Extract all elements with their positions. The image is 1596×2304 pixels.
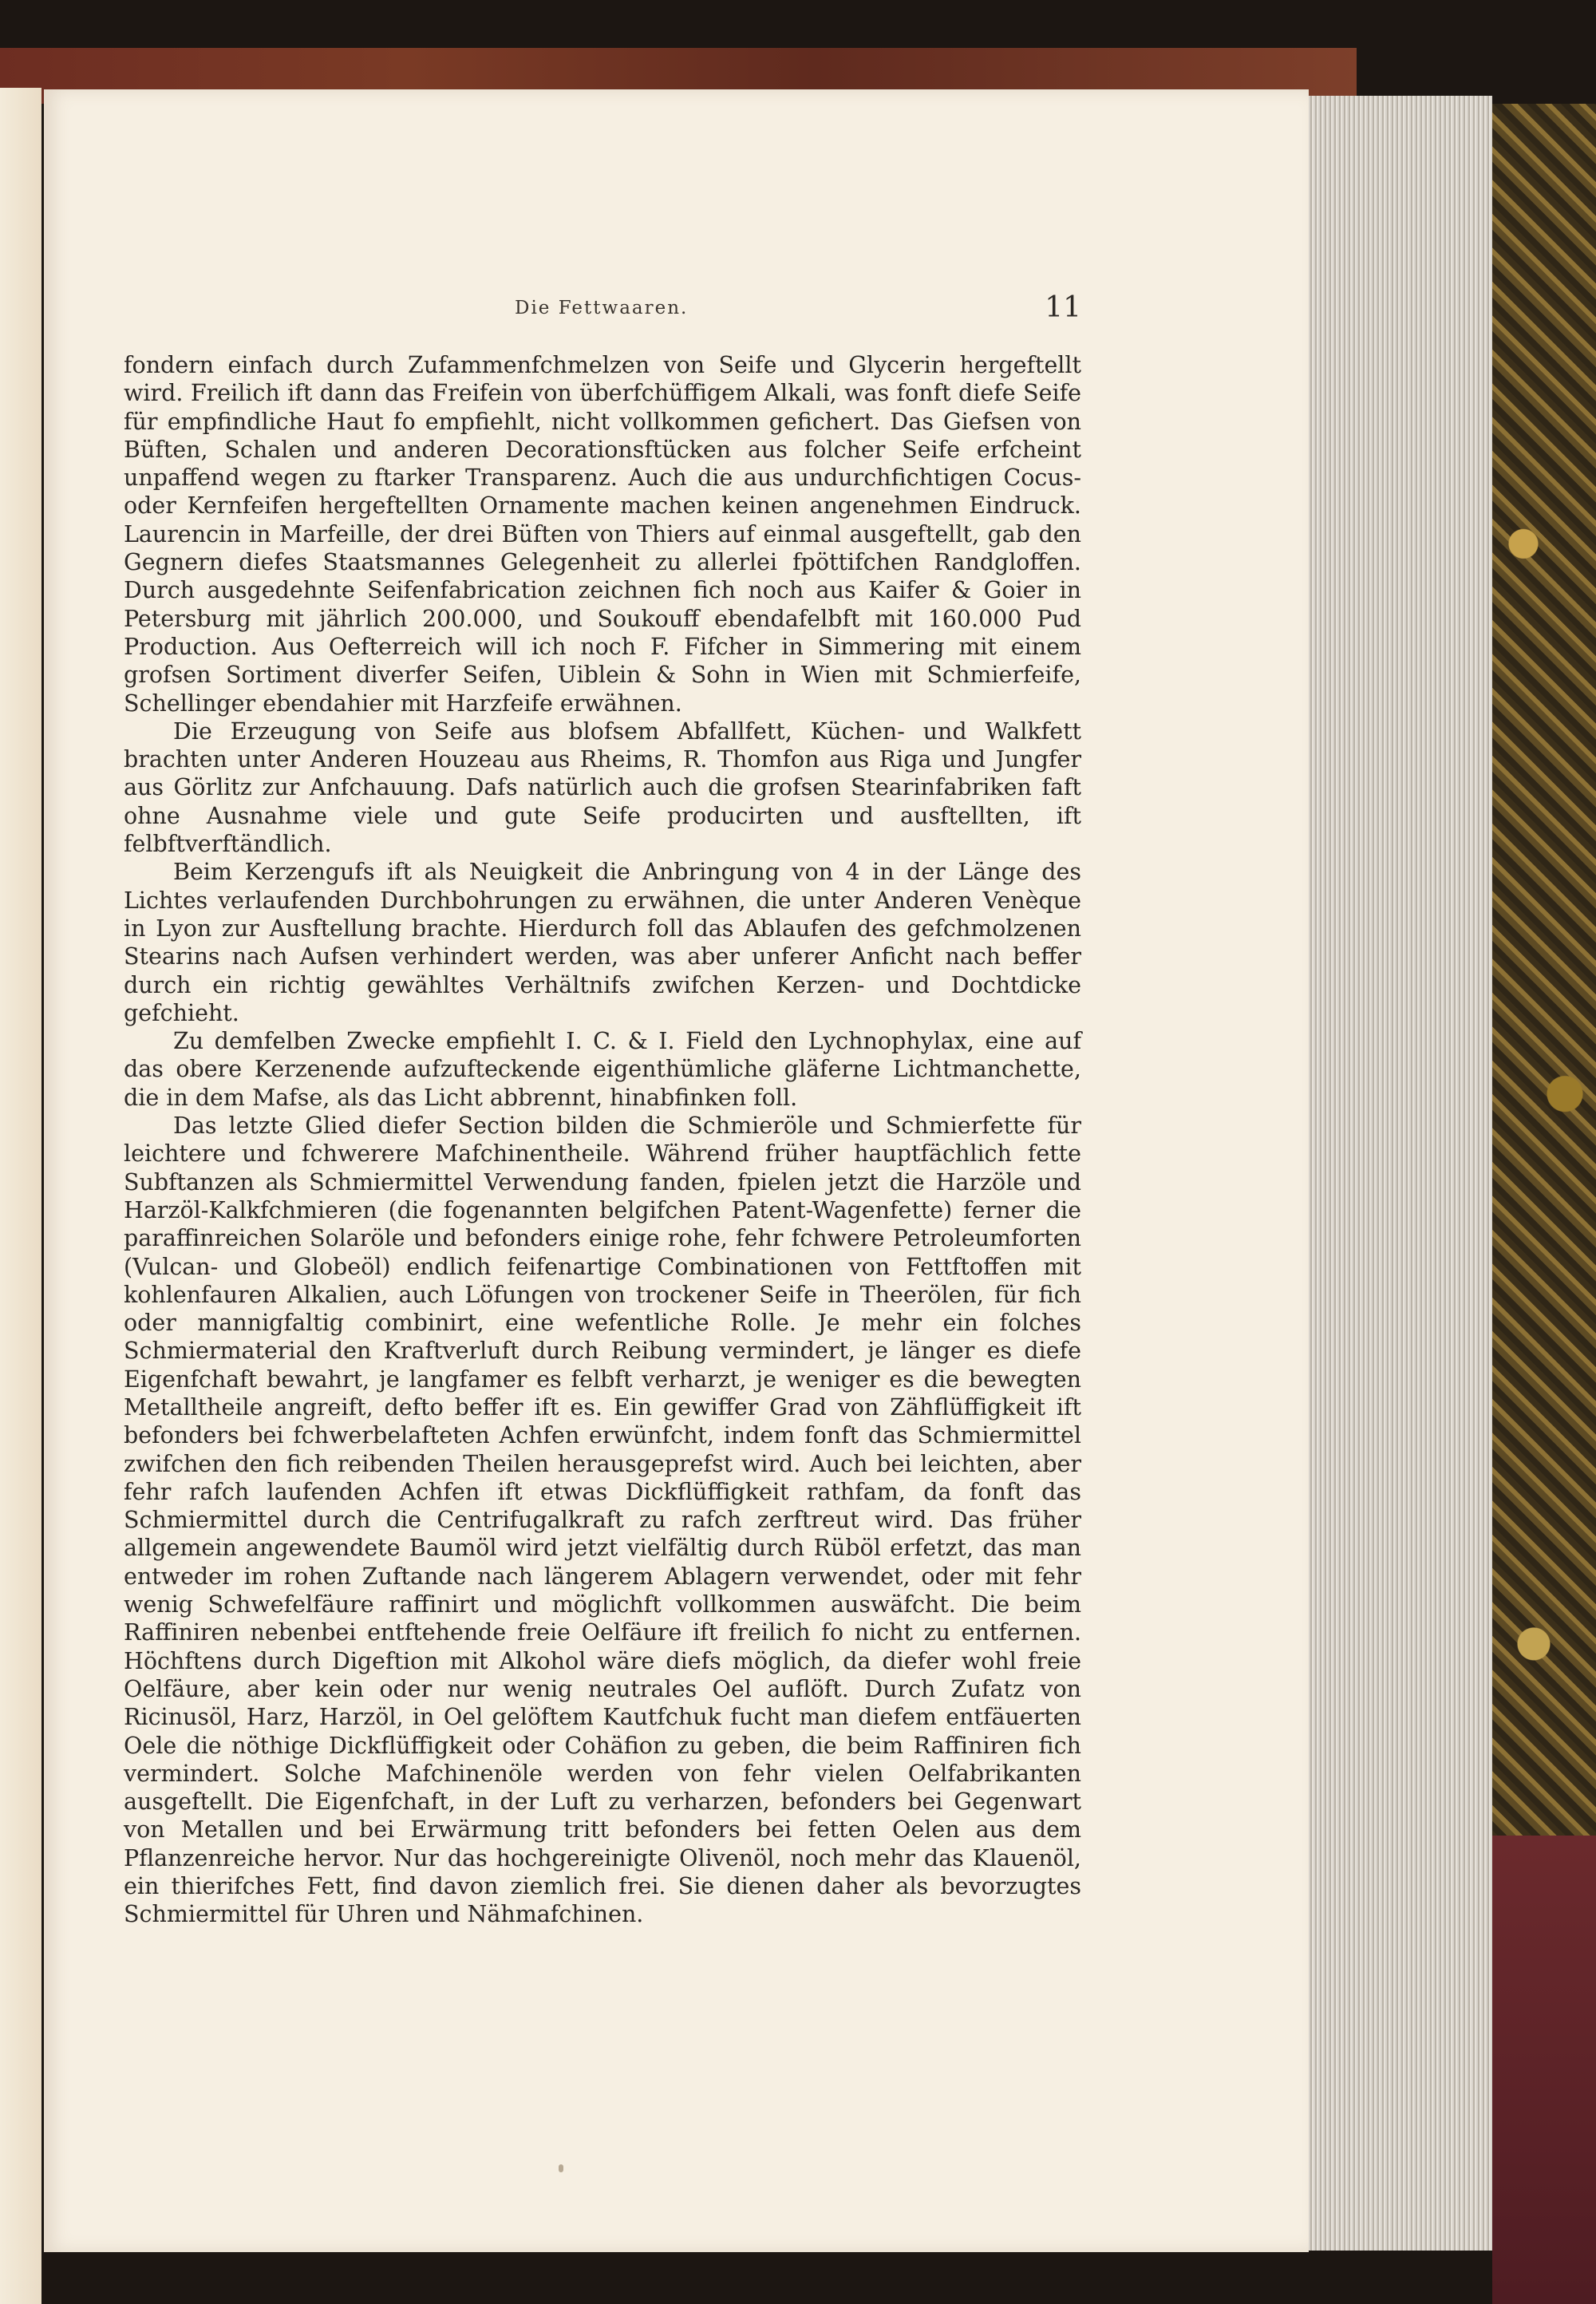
paragraph: Zu demfelben Zwecke empfiehlt I. C. & I. Field den Lychnophylax, eine auf das obere Kerzenende aufzufteckende eigenthümliche gläferne Lichtmanchette, die in dem Mafse, als das Licht abbrennt, hinabfinken foll. [124,1028,1081,1111]
paragraph: Die Erzeugung von Seife aus blofsem Abfallfett, Küchen- und Walkfett brachten unter Anderen Houzeau aus Rheims, R. Thomfon aus Riga und Jungfer aus Görlitz zur Anfchauung. Dafs natürlich auch die grofsen Stearinfabriken faft ohne Ausnahme viele und gute Seife producirten und ausftellten, ift felbftverftändlich. [124,717,1081,858]
paragraph: Das letzte Glied diefer Section bilden die Schmieröle und Schmierfette für leichtere und fchwerere Mafchinentheile. Während früher hauptfächlich fette Subftanzen als Schmiermittel Verwendung fanden, fpielen jetzt die Harzöle und Harzöl-Kalkfchmieren (die fogenannten belgifchen Patent-Wagenfette) ferner die paraffinreichen Solaröle und befonders einige rohe, fehr fchwere Petroleumforten (Vulcan- und Globeöl) endlich feifenartige Combinationen von Fettftoffen mit kohlenfauren Alkalien, auch Löfungen von trockener Seife in Theerölen, für fich oder mannigfaltig combinirt, eine wefentliche Rolle. Je mehr ein folches Schmiermaterial den Kraftverluft durch Reibung vermindert, je länger es diefe Eigenfchaft bewahrt, je langfamer es felbft verharzt, je weniger es die bewegten Metalltheile angreift, defto beffer ift es. Ein gewiffer Grad von Zähflüffigkeit ift befonders bei fchwerbelafteten Achfen erwünfcht, indem fonft das Schmiermittel zwifchen den fich reibenden Theilen herausgeprefst wird. Auch bei leichten, aber fehr rafch laufenden Achfen ift etwas Dickflüffigkeit rathfam, da fonft das Schmiermittel durch die Centrifugalkraft zu rafch zerftreut wird. Das früher allgemein angewendete Baumöl wird jetzt vielfältig durch Rüböl erfetzt, das man entweder im rohen Zuftande nach längerem Ablagern verwendet, oder mit fehr wenig Schwefelfäure raffinirt und möglichft vollkommen auswäfcht. Die beim Raffiniren nebenbei entftehende freie Oelfäure ift freilich fo nicht zu entfernen. Höchftens durch Digeftion mit Alkohol wäre diefs möglich, da diefer wohl freie Oelfäure, aber kein oder nur wenig neutrales Oel auflöft. Durch Zufatz von Ricinusöl, Harz, Harzöl, in Oel gelöftem Kautfchuk fucht man diefem entfäuerten Oele die nöthige Dickflüffigkeit oder Cohäfion zu geben, die beim Raffiniren fich vermindert. Solche Mafchinenöle werden von fehr vielen Oelfabrikanten ausgeftellt. Die Eigenfchaft, in der Luft zu verharzen, befonders bei Gegenwart von Metallen und bei Erwärmung tritt befonders bei fetten Oelen aus dem Pflanzenreiche hervor. Nur das hochgereinigte Olivenöl, noch mehr das Klauenöl, ein thierifches Fett, find davon ziemlich frei. Sie dienen daher als bevorzugtes Schmiermittel für Uhren und Nähmafchinen. [124,1112,1081,1928]
paragraph: Beim Kerzengufs ift als Neuigkeit die Anbringung von 4 in der Länge des Lichtes verlaufenden Durchbohrungen zu erwähnen, die unter Anderen Venèque in Lyon zur Ausftellung brachte. Hierdurch foll das Ablaufen des gefchmolzenen Stearins nach Aufsen verhindert werden, was aber unferer Anficht nach beffer durch ein richtig gewähltes Verhältnifs zwifchen Kerzen- und Dochtdicke gefchieht. [124,859,1081,1026]
paragraph: fondern einfach durch Zufammenfchmelzen von Seife und Glycerin hergeftellt wird. Freilich ift dann das Freifein von überfchüffigem Alkali, was fonft diefe Seife für empfindliche Haut fo empfiehlt, nicht vollkommen gefichert. Das Giefsen von Büften, Schalen und anderen Decorationsftücken aus folcher Seife erfcheint unpaffend wegen zu ftarker Transparenz. Auch die aus undurchfichtigen Cocus- oder Kernfeifen hergeftellten Ornamente machen keinen angenehmen Eindruck. Laurencin in Marfeille, der drei Büften von Thiers auf einmal ausgeftellt, gab den Gegnern diefes Staatsmannes Gelegenheit zu allerlei fpöttifchen Randgloffen. Durch ausgedehnte Seifenfabrication zeichnen fich noch aus Kaifer & Goier in Petersburg mit jährlich 200.000, und Soukouff ebendafelbft mit 160.000 Pud Production. Aus Oefterreich will ich noch F. Fifcher in Simmering mit einem grofsen Sortiment diverfer Seifen, Uiblein & Sohn in Wien mit Schmierfeife, Schellinger ebendahier mit Harzfeife erwähnen. [124,352,1081,717]
leather-corner [1492,1836,1596,2304]
left-page-sliver [0,88,41,2304]
page-stack-edges [1309,96,1492,2251]
paper-fleck [559,2164,563,2172]
page-number: 11 [1045,291,1081,324]
page-header [515,291,1081,339]
body-text [124,351,1081,1929]
running-head: Die Fettwaaren. [515,298,689,318]
